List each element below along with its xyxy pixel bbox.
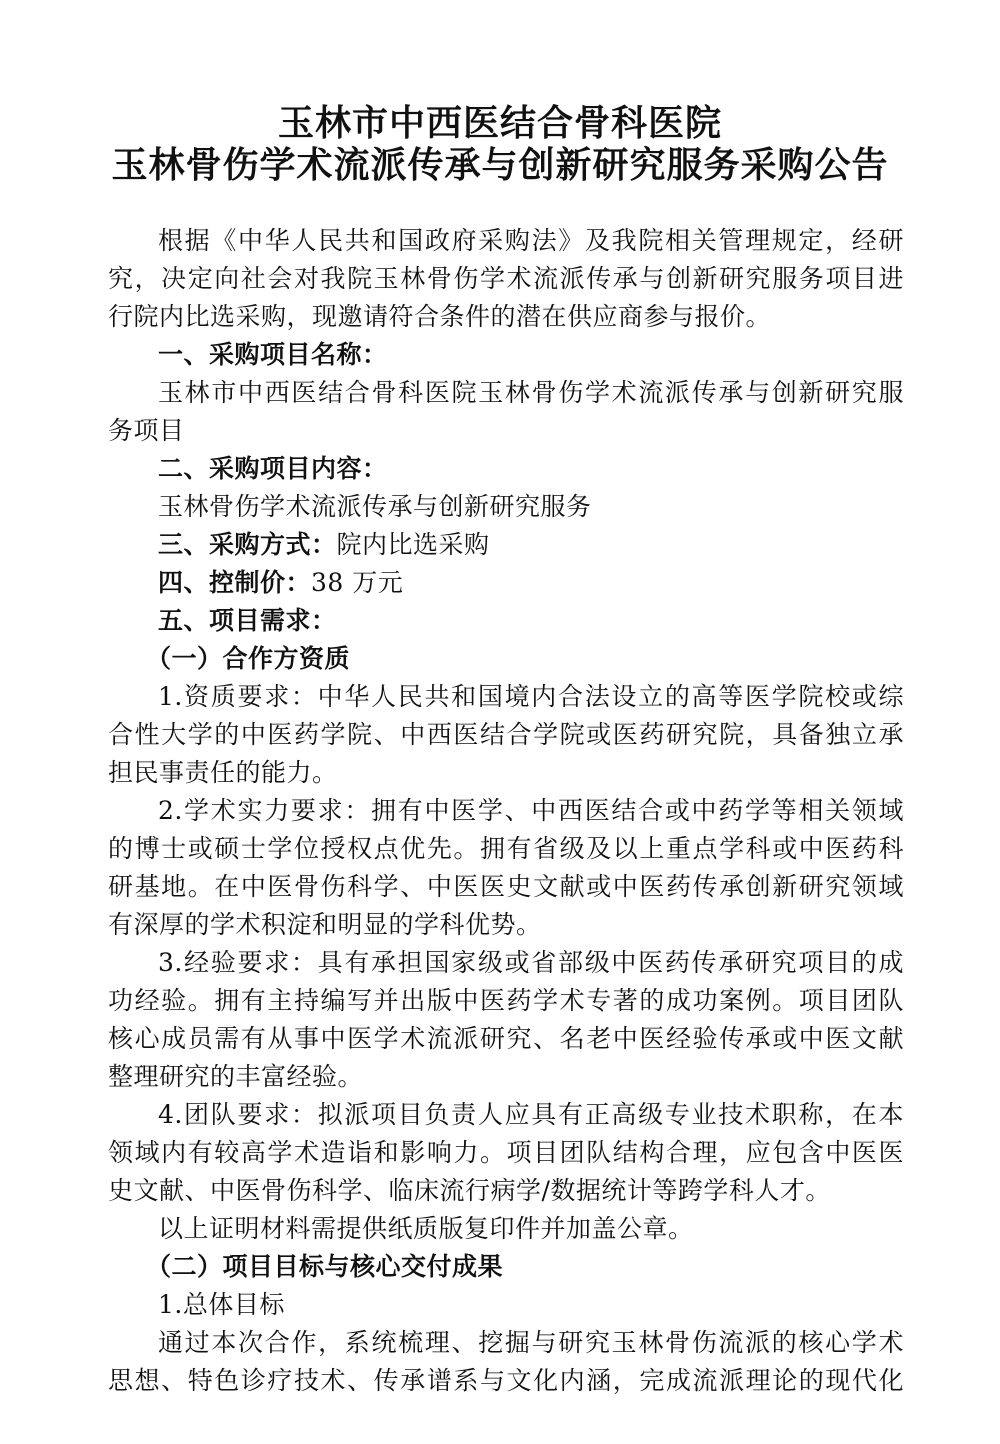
subsection-1-heading: （一）合作方资质	[146, 644, 351, 673]
section-4-line	[158, 564, 403, 602]
section-3-value: 院内比选采购	[336, 530, 490, 559]
goal-body-line-2: 思想、特色诊疗技术、传承谱系与文化内涵，完成流派理论的现代化	[108, 1366, 904, 1395]
intro-paragraph-line-1: 根据《中华人民共和国政府采购法》及我院相关管理规定，经研	[158, 226, 904, 255]
requirement-3-line-1: 3.经验要求：具有承担国家级或省部级中医药传承研究项目的成	[158, 948, 904, 977]
goal-label: 1.总体目标	[158, 1290, 285, 1319]
requirement-2-line-2: 的博士或硕士学位授权点优先。拥有省级及以上重点学科或中医药科	[108, 834, 904, 863]
requirement-2-line-4: 有深厚的学术积淀和明显的学科优势。	[108, 910, 542, 939]
section-1-body-line-1: 玉林市中西医结合骨科医院玉林骨伤学术流派传承与创新研究服	[158, 378, 904, 407]
section-1-heading: 一、采购项目名称：	[158, 340, 388, 369]
document-title-line-1: 玉林市中西医结合骨科医院	[277, 103, 722, 144]
section-3-line	[158, 526, 490, 564]
requirement-2-line-1: 2.学术实力要求：拥有中医学、中西医结合或中药学等相关领域	[158, 796, 904, 825]
section-5-heading: 五、项目需求：	[158, 606, 337, 635]
requirement-1-line-3: 担民事责任的能力。	[108, 758, 338, 787]
requirement-3-line-4: 整理研究的丰富经验。	[108, 1062, 364, 1091]
intro-paragraph-line-3: 行院内比选采购，现邀请符合条件的潜在供应商参与报价。	[108, 302, 772, 331]
requirement-4-line-3: 史文献、中医骨伤科学、临床流行病学/数据统计等跨学科人才。	[108, 1176, 831, 1205]
section-4-value: 38 万元	[311, 568, 404, 597]
requirement-4-line-2: 领域内有较高学术造诣和影响力。项目团队结构合理，应包含中医医	[108, 1138, 904, 1167]
requirement-1-line-2: 合性大学的中医药学院、中西医结合学院或医药研究院，具备独立承	[108, 720, 904, 749]
section-2-body: 玉林骨伤学术流派传承与创新研究服务	[158, 492, 592, 521]
section-2-heading: 二、采购项目内容：	[158, 454, 388, 483]
requirements-note: 以上证明材料需提供纸质版复印件并加盖公章。	[158, 1214, 694, 1243]
requirement-1-line-1: 1.资质要求：中华人民共和国境内合法设立的高等医学院校或综	[158, 682, 904, 711]
requirement-3-line-3: 核心成员需有从事中医学术流派研究、名老中医经验传承或中医文献	[108, 1024, 904, 1053]
document-title-line-2: 玉林骨伤学术流派传承与创新研究服务采购公告	[111, 145, 889, 186]
requirement-4-line-1: 4.团队要求：拟派项目负责人应具有正高级专业技术职称，在本	[158, 1100, 904, 1129]
goal-body-line-1: 通过本次合作，系统梳理、挖掘与研究玉林骨伤流派的核心学术	[158, 1328, 904, 1357]
section-3-label: 三、采购方式：	[158, 530, 337, 559]
requirement-2-line-3: 研基地。在中医骨伤科学、中医医史文献或中医药传承创新研究领域	[108, 872, 904, 901]
requirement-3-line-2: 功经验。拥有主持编写并出版中医药学术专著的成功案例。项目团队	[108, 986, 904, 1015]
section-4-label: 四、控制价：	[158, 568, 312, 597]
intro-paragraph-line-2: 究，决定向社会对我院玉林骨伤学术流派传承与创新研究服务项目进	[108, 264, 904, 293]
subsection-2-heading: （二）项目目标与核心交付成果	[146, 1252, 504, 1281]
section-1-body-line-2: 务项目	[108, 416, 185, 445]
